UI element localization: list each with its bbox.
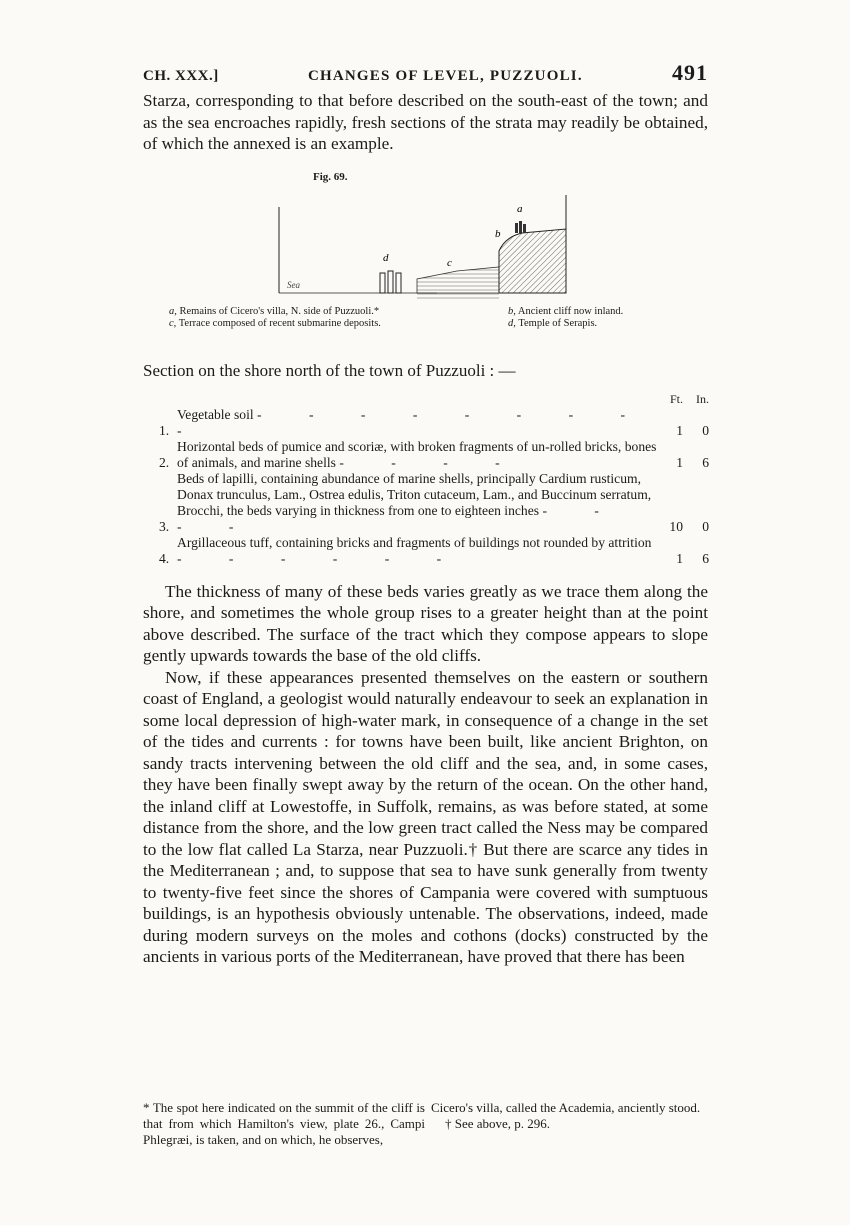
strata-units-row bbox=[159, 391, 709, 407]
strata-inches: 0 bbox=[702, 422, 709, 438]
page-number: 491 bbox=[672, 60, 708, 85]
caption-text: Ancient cliff now inland. bbox=[517, 305, 624, 317]
footnote-continuation: Cicero's villa, called the Academia, anciently stood. bbox=[431, 1100, 701, 1115]
strata-row: 1. Vegetable soil - - - - - - - - - 1 0 bbox=[159, 406, 709, 438]
running-header bbox=[143, 60, 708, 90]
figure-label: Fig. 69. bbox=[313, 170, 348, 183]
feet-header: Ft. bbox=[669, 391, 683, 406]
book-page bbox=[143, 60, 708, 968]
footnote-cicero: * The spot here indicated on the summit of the cliff is that from which Hamilton's view, plate 26., Campi Phlegræi, is taken, and on which, he observes, bbox=[143, 1100, 425, 1147]
caption-text: Terrace composed of recent submarine deposits. bbox=[178, 317, 381, 329]
strata-feet: 1 bbox=[676, 454, 683, 470]
strata-table bbox=[159, 391, 709, 567]
strata-inches: 6 bbox=[702, 454, 709, 470]
caption-letter: c, bbox=[169, 317, 177, 329]
intro-paragraph: Starza, corresponding to that before described on the south-east of the town; and as the sea encroaches rapidly, fresh sections of the strata may readily be obtained, of which the annexed is an example. bbox=[143, 91, 708, 153]
strata-number: 2. bbox=[159, 454, 170, 470]
terrace-deposits bbox=[417, 267, 499, 293]
strata-row: 3. Beds of lapilli, containing abundance of marine shells, principally Cardium rusticum, Donax trunculus, Lam., Ostrea edulis, Triton cutaceum, Lam., and Buccinum serratum, Brocchi, the beds varying in thickness from one to eighteen inches - - - - 10 0 bbox=[159, 470, 709, 534]
caption-text: Temple of Serapis. bbox=[518, 317, 598, 329]
strata-feet: 1 bbox=[676, 550, 683, 566]
strata-description: Argillaceous tuff, containing bricks and fragments of buildings not rounded by attrition bbox=[177, 534, 652, 550]
strata-inches: 6 bbox=[702, 550, 709, 566]
letter-c: c bbox=[447, 256, 452, 269]
caption-letter: a, bbox=[169, 305, 177, 317]
strata-row: 2. Horizontal beds of pumice and scoriæ, with broken fragments of un-rolled bricks, bones of animals, and marine shells - - - - 1 6 bbox=[159, 438, 709, 470]
inches-header: In. bbox=[696, 391, 709, 406]
cicero-villa-ruins bbox=[515, 221, 526, 233]
running-title: CHANGES OF LEVEL, PUZZUOLI. bbox=[307, 68, 583, 84]
footnotes bbox=[143, 1100, 713, 1148]
strata-feet: 10 bbox=[669, 518, 683, 534]
ancient-cliff bbox=[499, 229, 566, 293]
footnote-left bbox=[143, 1100, 425, 1148]
strata-number: 3. bbox=[159, 518, 170, 534]
caption-text: Remains of Cicero's villa, N. side of Puzzuoli.* bbox=[179, 305, 380, 317]
strata-number: 1. bbox=[159, 422, 170, 438]
caption-left bbox=[169, 306, 469, 330]
strata-description: Vegetable soil bbox=[177, 406, 254, 422]
caption-letter: b, bbox=[508, 305, 516, 317]
section-heading: Section on the shore north of the town of Puzzuoli : — bbox=[143, 360, 516, 380]
caption-letter: d, bbox=[508, 317, 516, 329]
temple-of-serapis-columns bbox=[380, 271, 401, 293]
caption-right bbox=[508, 306, 708, 330]
strata-row: 4. Argillaceous tuff, containing bricks and fragments of buildings not rounded by attrition - - - - - - 1 6 bbox=[159, 534, 709, 566]
strata-description: Beds of lapilli, containing abundance of marine shells, principally Cardium rusticum, Donax trunculus, Lam., Ostrea edulis, Triton cutaceum, Lam., and Buccinum serratum, Brocchi, the beds varying in thickness from one to eighteen inches bbox=[177, 470, 652, 518]
letter-d: d bbox=[383, 251, 389, 264]
strata-feet: 1 bbox=[676, 422, 683, 438]
letter-a: a bbox=[517, 202, 523, 215]
cross-section-diagram bbox=[277, 195, 577, 310]
footnote-right bbox=[431, 1100, 713, 1148]
strata-number: 4. bbox=[159, 550, 170, 566]
paragraph-england: Now, if these appearances presented themselves on the eastern or southern coast of England, a geologist would naturally endeavour to seek an explanation in some local depression of high-water mark, in consequence of a change in the set of the tides and currents : for towns have been built, like ancient Brighton, on sandy tracts intervening between the old cliff and the sea, and, in some cases, they have been finally swept away by the return of the ocean. On the other hand, the inland cliff at Lowestoffe, in Suffolk, remains, as was before stated, at some distance from the shore, and the low green tract called the Ness may be compared to the low flat called La Starza, near Puzzuoli.† But there are scarce any tides in the Mediterranean ; and, to suppose that sea to have sunk generally from twenty to twenty-five feet since the shores of Campania were covered with sumptuous buildings, is an hypothesis obviously untenable. The observations, indeed, made during modern surveys on the moles and cothons (docks) constructed by the ancients in various ports of the Mediterranean, have proved that there has been bbox=[143, 667, 708, 966]
strata-inches: 0 bbox=[702, 518, 709, 534]
footnote-dagger: † See above, p. 296. bbox=[445, 1116, 551, 1131]
strata-description: Horizontal beds of pumice and scoriæ, with broken fragments of un-rolled bricks, bones of animals, and marine shells bbox=[177, 438, 657, 470]
sea-label: Sea bbox=[287, 279, 300, 290]
figure-69 bbox=[143, 165, 708, 355]
chapter-label: CH. XXX.] bbox=[143, 68, 219, 84]
paragraph-thickness: The thickness of many of these beds varies greatly as we trace them along the shore, and sometimes the whole group rises to a greater height than at the point above described. The surface of the tract which they compose appears to slope gently upwards towards the base of the old cliffs. bbox=[143, 581, 708, 665]
letter-b: b bbox=[495, 227, 501, 240]
